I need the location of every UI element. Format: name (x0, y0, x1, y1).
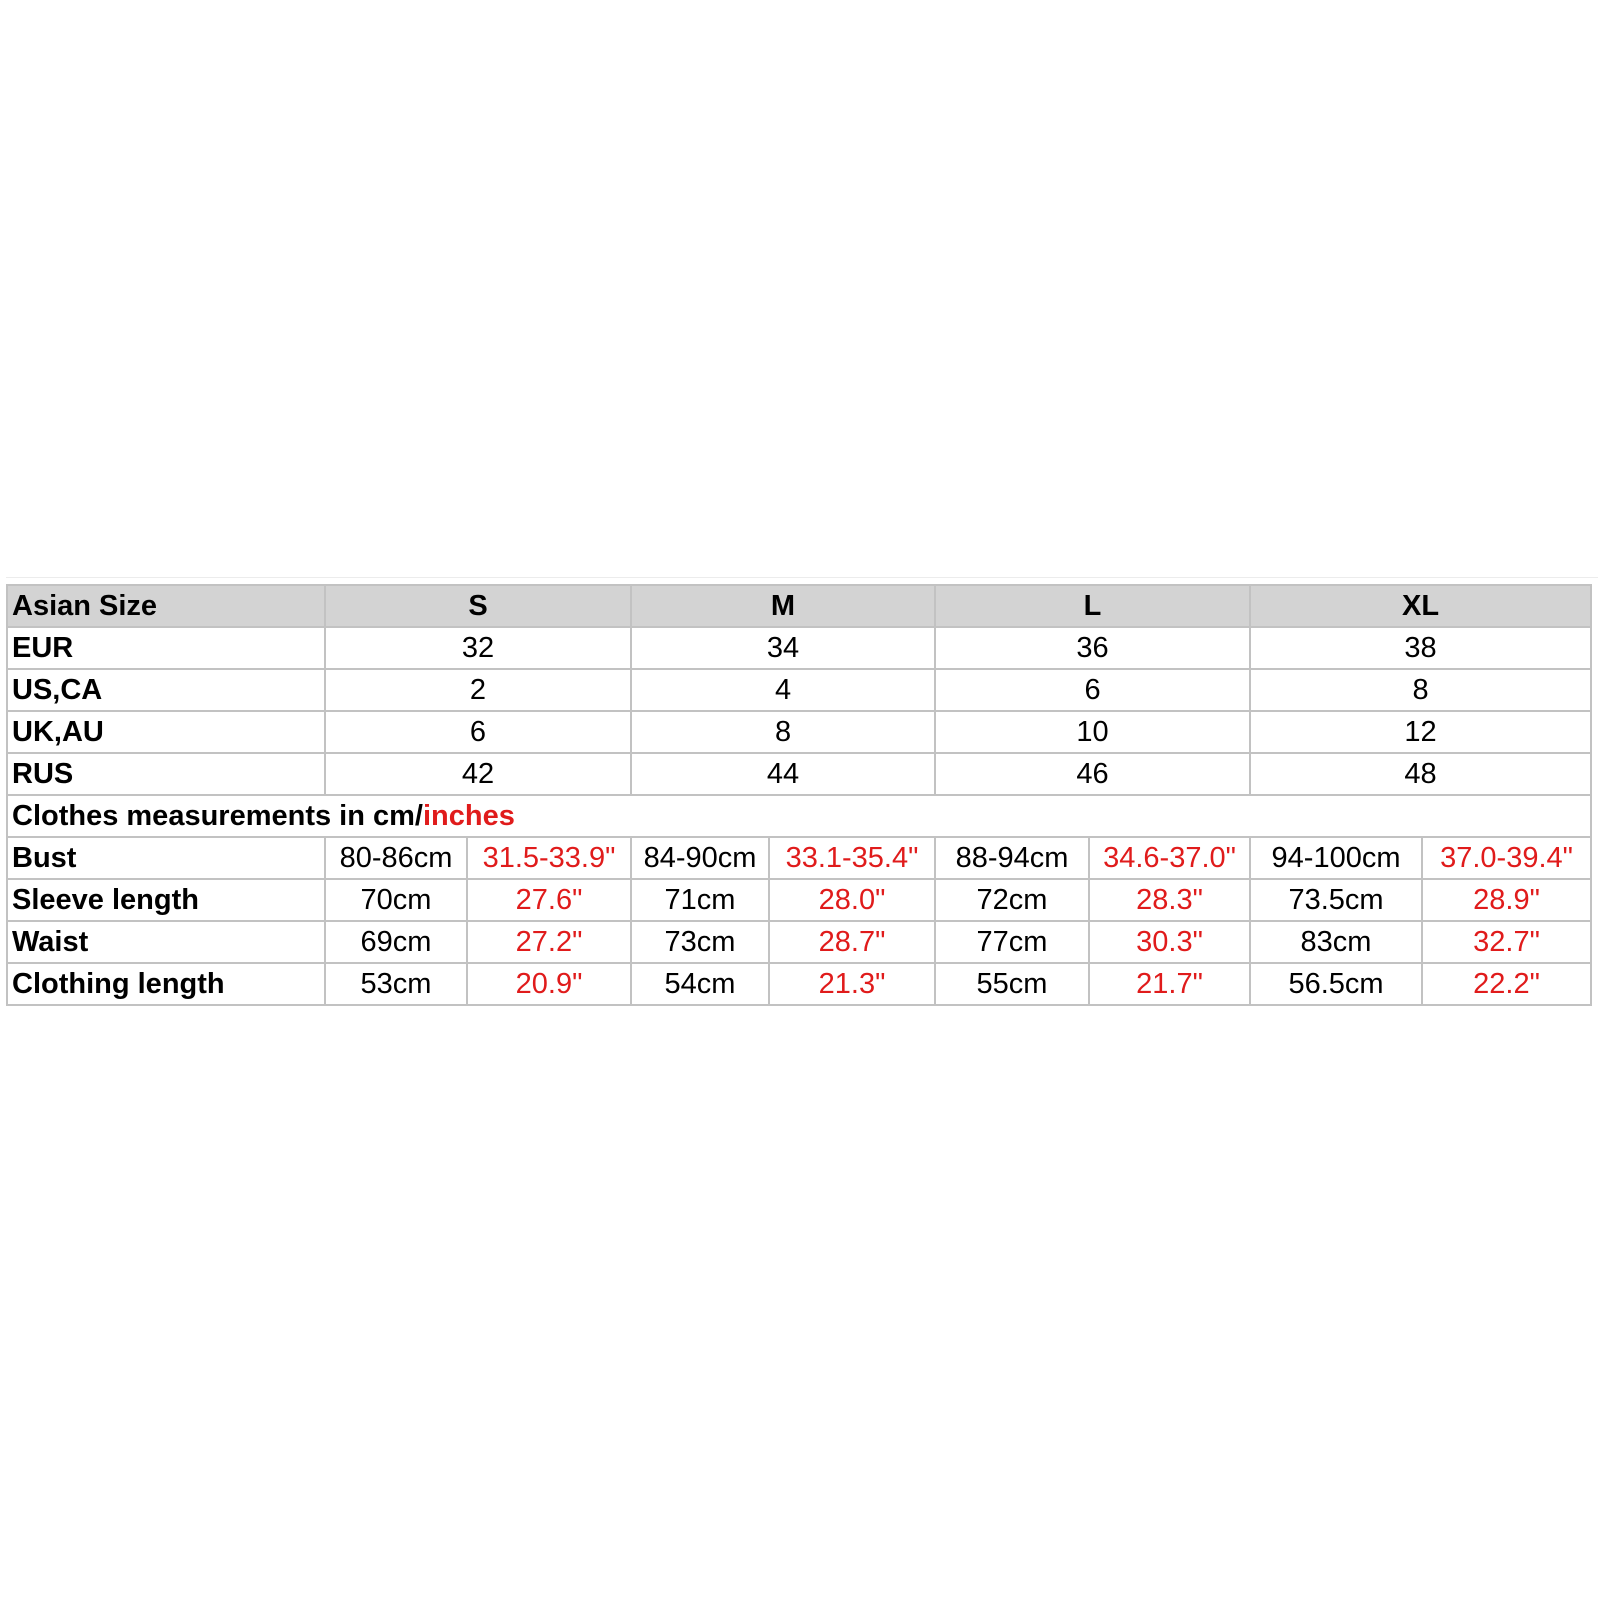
table-cell: 8 (631, 711, 935, 753)
table-cell: 6 (935, 669, 1250, 711)
inch-cell: 28.0" (769, 879, 935, 921)
inch-cell: 27.2" (467, 921, 631, 963)
measurement-row-sleeve-length (7, 879, 1591, 921)
cm-cell: 72cm (935, 879, 1089, 921)
section-title-prefix: Clothes measurements in cm/ (12, 799, 423, 832)
row-label: Bust (7, 837, 325, 879)
table-cell: 36 (935, 627, 1250, 669)
measurement-row-waist (7, 921, 1591, 963)
table-cell: 44 (631, 753, 935, 795)
cm-cell: 70cm (325, 879, 467, 921)
header-label: Asian Size (7, 585, 325, 627)
inch-cell: 30.3" (1089, 921, 1250, 963)
section-title-highlight: inches (422, 799, 515, 832)
section-title (7, 795, 1591, 837)
section-title-row (7, 795, 1591, 837)
row-label: Sleeve length (7, 879, 325, 921)
inch-cell: 33.1-35.4" (769, 837, 935, 879)
inch-cell: 34.6-37.0" (1089, 837, 1250, 879)
cm-cell: 55cm (935, 963, 1089, 1005)
table-cell: 10 (935, 711, 1250, 753)
size-xl-header: XL (1250, 585, 1591, 627)
size-s-header: S (325, 585, 631, 627)
conversion-row-us-ca (7, 669, 1591, 711)
inch-cell: 21.3" (769, 963, 935, 1005)
size-m-header: M (631, 585, 935, 627)
conversion-row-uk-au (7, 711, 1591, 753)
cm-cell: 80-86cm (325, 837, 467, 879)
cm-cell: 56.5cm (1250, 963, 1422, 1005)
cm-cell: 83cm (1250, 921, 1422, 963)
cm-cell: 94-100cm (1250, 837, 1422, 879)
table-cell: 6 (325, 711, 631, 753)
row-label: US,CA (7, 669, 325, 711)
inch-cell: 37.0-39.4" (1422, 837, 1591, 879)
table-cell: 12 (1250, 711, 1591, 753)
inch-cell: 31.5-33.9" (467, 837, 631, 879)
cm-cell: 88-94cm (935, 837, 1089, 879)
table-cell: 32 (325, 627, 631, 669)
inch-cell: 22.2" (1422, 963, 1591, 1005)
cm-cell: 69cm (325, 921, 467, 963)
table-cell: 46 (935, 753, 1250, 795)
row-label: EUR (7, 627, 325, 669)
top-divider (6, 577, 1598, 578)
cm-cell: 77cm (935, 921, 1089, 963)
size-chart-table (6, 584, 1592, 1006)
table-cell: 8 (1250, 669, 1591, 711)
inch-cell: 21.7" (1089, 963, 1250, 1005)
measurement-row-bust (7, 837, 1591, 879)
table-cell: 38 (1250, 627, 1591, 669)
cm-cell: 54cm (631, 963, 769, 1005)
inch-cell: 27.6" (467, 879, 631, 921)
cm-cell: 73.5cm (1250, 879, 1422, 921)
row-label: Clothing length (7, 963, 325, 1005)
row-label: UK,AU (7, 711, 325, 753)
inch-cell: 28.7" (769, 921, 935, 963)
cm-cell: 84-90cm (631, 837, 769, 879)
inch-cell: 28.9" (1422, 879, 1591, 921)
cm-cell: 53cm (325, 963, 467, 1005)
table-cell: 48 (1250, 753, 1591, 795)
inch-cell: 20.9" (467, 963, 631, 1005)
conversion-row-rus (7, 753, 1591, 795)
conversion-row-eur (7, 627, 1591, 669)
cm-cell: 73cm (631, 921, 769, 963)
table-cell: 2 (325, 669, 631, 711)
inch-cell: 28.3" (1089, 879, 1250, 921)
header-row (7, 585, 1591, 627)
measurement-row-clothing-length (7, 963, 1591, 1005)
table-cell: 34 (631, 627, 935, 669)
table-cell: 42 (325, 753, 631, 795)
size-l-header: L (935, 585, 1250, 627)
table-cell: 4 (631, 669, 935, 711)
row-label: Waist (7, 921, 325, 963)
cm-cell: 71cm (631, 879, 769, 921)
inch-cell: 32.7" (1422, 921, 1591, 963)
row-label: RUS (7, 753, 325, 795)
